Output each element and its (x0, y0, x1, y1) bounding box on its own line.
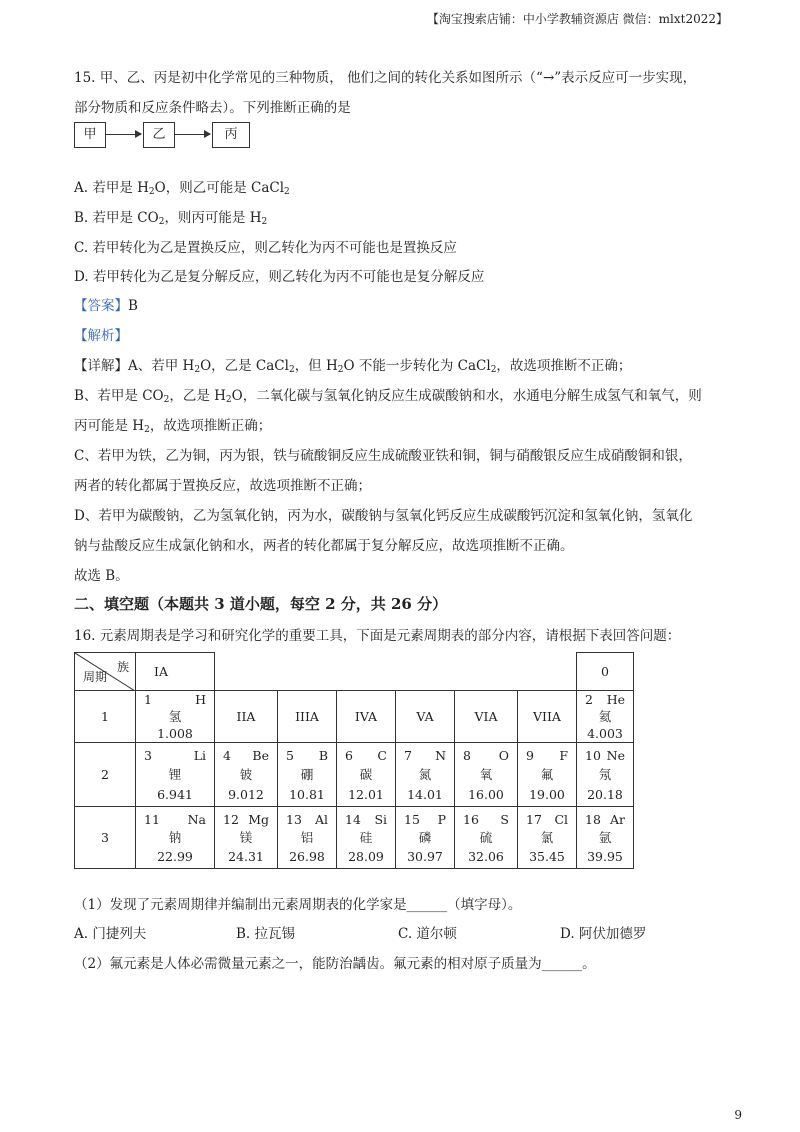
q15-option-d: D. 若甲转化为乙是复分解反应，则乙转化为丙不可能也是复分解反应 (74, 269, 485, 285)
corner-label-period: 周期 (83, 670, 108, 684)
q16-sub1-option-c: C. 道尔顿 (398, 926, 457, 942)
group-header-va: VA (396, 691, 455, 743)
flow-box-yi: 乙 (143, 122, 175, 148)
element-cell: 10 Ne 氖 20.18 (577, 743, 634, 807)
analysis-label: 【解析】 (74, 328, 128, 344)
header-note: 【淘宝搜索店铺：中小学教辅资源店 微信：mlxt2022】 (426, 12, 728, 26)
q15-stem-line2: 部分物质和反应条件略去）。下列推断正确的是 (74, 100, 351, 116)
detail-line-2: B、若甲是 $CO_2$，乙是 $H_2O$，二氧化碳与氢氧化钠反应生成碳酸钠和水，水通电分解生成氢气和氧气，则 (74, 388, 702, 405)
group-header-iia: IIA (215, 691, 278, 743)
detail-line-1: 【详解】A、若甲 $H_2O$，乙是 CaCl$_2$，但 $H_2O$ 不能一步转化为 CaCl$_2$，故选项推断不正确； (74, 358, 632, 375)
flow-box-bing: 丙 (212, 122, 250, 148)
element-cell-h: 1 H 氢 1.008 (136, 691, 215, 743)
q16-sub1: （1）发现了元素周期律并编制出元素周期表的化学家是______（填字母）。 (74, 897, 522, 913)
q15-option-c: C. 若甲转化为乙是置换反应，则乙转化为丙不可能也是置换反应 (74, 240, 457, 256)
table-corner-cell (75, 653, 136, 691)
periodic-table (74, 652, 634, 869)
section-2-title: 二、填空题（本题共 3 道小题，每空 2 分，共 26 分） (74, 595, 448, 613)
element-cell-he: 2 He 氦 4.003 (577, 691, 634, 743)
element-cell: 11 Na 钠 22.99 (136, 807, 215, 869)
group-header-viia: VIIA (518, 691, 577, 743)
element-cell: 14 Si 硅 28.09 (337, 807, 396, 869)
element-cell: 3 Li 锂 6.941 (136, 743, 215, 807)
detail-line-7: 钠与盐酸反应生成氯化钠和水，两者的转化都属于复分解反应，故选项推断不正确。 (74, 538, 574, 554)
element-cell: 16 S 硫 32.06 (455, 807, 518, 869)
arrow-right-icon (105, 134, 141, 135)
group-header-0: 0 (577, 653, 634, 691)
detail-line-4: C、若甲为铁，乙为铜，丙为银，铁与硫酸铜反应生成硫酸亚铁和铜，铜与硝酸银反应生成硝酸铜和银， (74, 448, 692, 464)
group-header-ia: IA (136, 653, 215, 691)
answer-label: 【答案】 (74, 298, 128, 314)
detail-line-6: D、若甲为碳酸钠，乙为氢氧化钠，丙为水，碳酸钠与氢氧化钙反应生成碳酸钙沉淀和氢氧化钠，氢氧化 (74, 508, 693, 524)
group-header-iva: IVA (337, 691, 396, 743)
answer-value: B (128, 298, 138, 314)
element-cell: 5 B 硼 10.81 (278, 743, 337, 807)
period-3: 3 (75, 807, 136, 869)
q16-sub1-option-b: B. 拉瓦锡 (236, 926, 296, 942)
group-header-via: VIA (455, 691, 518, 743)
element-cell: 6 C 碳 12.01 (337, 743, 396, 807)
page-number: 9 (734, 1108, 742, 1122)
detail-line-5: 两者的转化都属于置换反应，故选项推断不正确； (74, 478, 371, 494)
group-header-iiia: IIIA (278, 691, 337, 743)
element-cell: 9 F 氟 19.00 (518, 743, 577, 807)
element-cell: 7 N 氮 14.01 (396, 743, 455, 807)
detail-line-3: 丙可能是 $H_2$，故选项推断正确； (74, 418, 272, 435)
q15-option-b: B. 若甲是 $CO_2$，则丙可能是 $H_2$ (74, 210, 268, 227)
element-cell: 18 Ar 氩 39.95 (577, 807, 634, 869)
period-2: 2 (75, 743, 136, 807)
q16-stem: 16. 元素周期表是学习和研究化学的重要工具，下面是元素周期表的部分内容，请根据下表回答问题： (74, 628, 681, 644)
corner-label-group: 族 (116, 660, 129, 674)
element-cell: 12 Mg 镁 24.31 (215, 807, 278, 869)
element-cell: 13 Al 铝 26.98 (278, 807, 337, 869)
arrow-right-icon (174, 134, 210, 135)
element-cell: 8 O 氧 16.00 (455, 743, 518, 807)
q16-sub2: （2）氟元素是人体必需微量元素之一，能防治龋齿。氟元素的相对原子质量为______。 (74, 956, 596, 972)
q15-stem-line1: 15. 甲、乙、丙是初中化学常见的三种物质， 他们之间的转化关系如图所示（“→”表示反应可一步实现， (74, 70, 697, 86)
element-cell: 15 P 磷 30.97 (396, 807, 455, 869)
q16-sub1-option-a: A. 门捷列夫 (74, 926, 147, 942)
q16-sub1-option-d: D. 阿伏加德罗 (560, 926, 647, 942)
detail-line-8: 故选 B。 (74, 568, 129, 584)
table-gap (215, 653, 577, 691)
period-1: 1 (75, 691, 136, 743)
answer (74, 294, 138, 314)
element-cell: 17 Cl 氯 35.45 (518, 807, 577, 869)
flow-box-jia: 甲 (74, 122, 106, 148)
q15-option-a: A. 若甲是 $H_2O$，则乙可能是 CaCl$_2$ (74, 180, 290, 197)
element-cell: 4 Be 铍 9.012 (215, 743, 278, 807)
